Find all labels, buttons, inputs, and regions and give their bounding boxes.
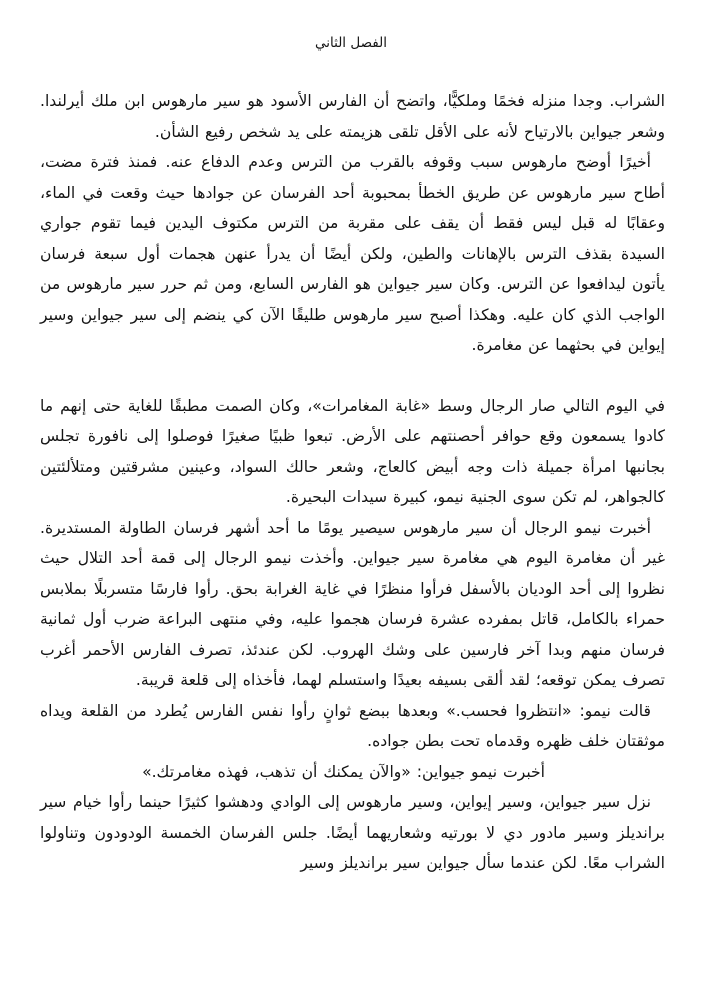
chapter-body <box>40 86 665 879</box>
paragraph: الشراب. وجدا منزله فخمًا وملكيًّا، واتضح أن الفارس الأسود هو سير مارهوس ابن ملك أيرلندا. وشعر جيواين بالارتياح لأنه على الأقل تلقى هزيمته على يد شخص رفيع الشأن. <box>40 92 665 141</box>
paragraph: قالت نيمو: «انتظروا فحسب.» وبعدها ببضع ثوانٍ رأوا نفس الفارس يُطرد من القلعة ويداه موثقتان خلف ظهره وقدماه تحت بطن جواده. <box>40 701 665 750</box>
paragraph: أخبرت نيمو الرجال أن سير مارهوس سيصير يومًا ما أحد أشهر فرسان الطاولة المستديرة. غير أن مغامرة اليوم هي مغامرة سير جيواين. وأخذت نيمو الرجال إلى قمة أحد التلال حيث نظروا إلى أحد الوديان بالأسفل فرأوا منظرًا في غاية الغرابة بحق. رأوا فارسًا متسربلًا بملابس حمراء بالكامل، قاتل بمفرده عشرة فرسان هجموا عليه، وفي منتهى البراعة ضرب أول ثمانية فرسان منهم وبدا آخر فارسين على وشك الهروب. لكن عندئذ، تصرف الفارس الأحمر أغرب تصرف يمكن توقعه؛ لقد ألقى بسيفه بعيدًا واستسلم لهما، فأخذاه إلى قلعة قريبة. <box>40 518 665 689</box>
paragraph: أخبرت نيمو جيواين: «والآن يمكنك أن تذهب، فهذه مغامرتك.» <box>142 762 545 781</box>
running-header <box>0 33 702 53</box>
chapter-title: الفصل الثاني <box>315 35 387 51</box>
paragraph: في اليوم التالي صار الرجال وسط «غابة المغامرات»، وكان الصمت مطبقًا للغاية حتى إنهم ما كادوا يسمعون وقع حوافر أحصنتهم على الأرض. تبعوا ظبيًا صغيرًا فوصلوا إلى نافورة تجلس بجانبها امرأة جميلة ذات وجه أبيض كالعاج، وشعر حالك السواد، وعينين مشرقتين ومتلألئتين كالجواهر، لم تكن سوى الجنية نيمو، كبيرة سيدات البحيرة. <box>40 396 665 506</box>
paragraph: أخيرًا أوضح مارهوس سبب وقوفه بالقرب من الترس وعدم الدفاع عنه. فمنذ فترة مضت، أطاح سير مارهوس عن طريق الخطأ بمحبوبة أحد الفرسان عن جوادها حيث وقعت في الماء، وعقابًا له قبل ليس فقط أن يقف على مقربة من الترس مكتوف اليدين فيما تقوم جواري السيدة بقذف الترس بالإهانات والطين، ولكن أيضًا أن يدرأ عنهن هجمات أول سبعة فرسان يأتون ليدافعوا عن الترس. وكان سير جيواين هو الفارس السابع، ومن ثم حرر سير مارهوس من الواجب الذي كان عليه. وهكذا أصبح سير مارهوس طليقًا الآن كي ينضم إلى سير جيواين وسير إيواين في بحثهما عن مغامرة. <box>40 153 665 354</box>
paragraph: نزل سير جيواين، وسير إيواين، وسير مارهوس إلى الوادي ودهشوا كثيرًا حينما رأوا خيام سير برانديلز وسير مادور دي لا بورتيه وشعاريهما أيضًا. جلس الفرسان الخمسة الودودون وتناولوا الشراب معًا. لكن عندما سأل جيواين سير برانديلز وسير <box>40 793 665 872</box>
